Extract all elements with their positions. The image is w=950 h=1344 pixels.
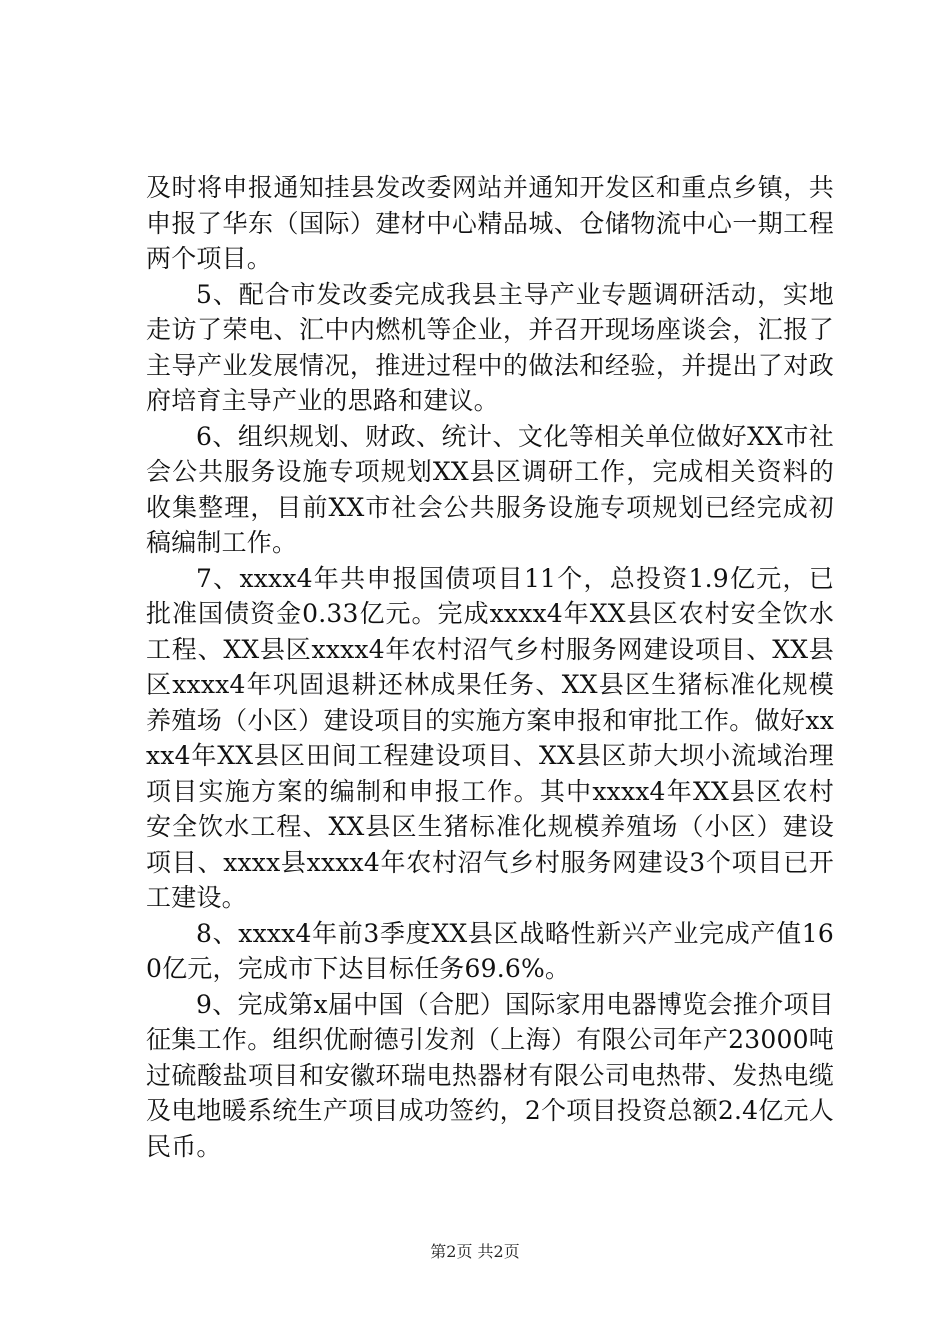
paragraph-item-6: 6、组织规划、财政、统计、文化等相关单位做好XX市社会公共服务设施专项规划XX县区调研工作，完成相关资料的收集整理，目前XX市社会公共服务设施专项规划已经完成初稿编制工作。 bbox=[146, 421, 834, 557]
paragraph-item-9: 9、完成第x届中国（合肥）国际家用电器博览会推介项目征集工作。组织优耐德引发剂（上海）有限公司年产23000吨过硫酸盐项目和安徽环瑞电热器材有限公司电热带、发热电缆及电地暖系统生产项目成功签约，2个项目投资总额2.4亿元人民币。 bbox=[146, 989, 834, 1161]
paragraph-item-5: 5、配合市发改委完成我县主导产业专题调研活动，实地走访了荣电、汇中内燃机等企业，并召开现场座谈会，汇报了主导产业发展情况，推进过程中的做法和经验，并提出了对政府培育主导产业的思路和建议。 bbox=[146, 279, 834, 415]
paragraph-continuation: 及时将申报通知挂县发改委网站并通知开发区和重点乡镇，共申报了华东（国际）建材中心精品城、仓储物流中心一期工程两个项目。 bbox=[146, 173, 834, 273]
page-footer: 第2页 共2页 bbox=[430, 1242, 520, 1261]
paragraph-item-7: 7、xxxx4年共申报国债项目11个，总投资1.9亿元，已批准国债资金0.33亿元。完成xxxx4年XX县区农村安全饮水工程、XX县区xxxx4年农村沼气乡村服务网建设项目、XX县区xxxx4年巩固退耕还林成果任务、XX县区生猪标准化规模养殖场（小区）建设项目的实施方案申报和审批工作。做好xxxx4年XX县区田间工程建设项目、XX县区茆大坝小流域治理项目实施方案的编制和申报工作。其中xxxx4年XX县区农村安全饮水工程、XX县区生猪标准化规模养殖场（小区）建设项目、xxxx县xxxx4年农村沼气乡村服务网建设3个项目已开工建设。 bbox=[146, 563, 834, 912]
paragraph-item-8: 8、xxxx4年前3季度XX县区战略性新兴产业完成产值160亿元，完成市下达目标任务69.6%。 bbox=[146, 918, 834, 983]
document-body bbox=[146, 170, 834, 1164]
